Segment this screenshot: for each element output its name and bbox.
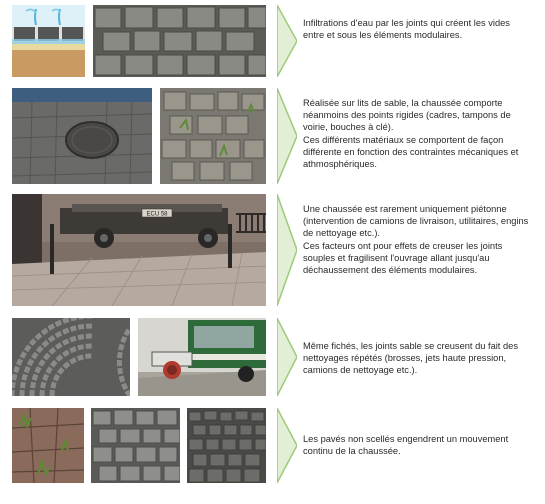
photo-pavers-with-grass [160, 88, 266, 184]
chevron-arrow-icon [277, 318, 297, 396]
row-1-text [303, 17, 533, 41]
paragraph: Infiltrations d'eau par les joints qui créent les vides entre et sous les éléments modulaires. [303, 18, 510, 41]
row-5-text [303, 433, 533, 457]
paragraph: Ces facteurs ont pour effets de creuser les joints souples et fragilisent l'ouvrage allant jusqu'au déchaussement des éléments modulaires. [303, 240, 503, 276]
chevron-arrow-icon [277, 194, 297, 306]
photo-cobblestone-joints [93, 5, 266, 77]
chevron-arrow-icon [277, 88, 297, 184]
paragraph: Les pavés non scellés engendrent un mouvement continu de la chaussée. [303, 434, 509, 457]
chevron-arrow-icon [277, 408, 297, 483]
photo-truck-on-pedestrian-street [12, 194, 266, 306]
truck-plate: ECU 58 [146, 211, 168, 218]
paragraph: Une chaussée est rarement uniquement piétonne (intervention de camions de livraison, utilitaires, engins de nettoyage etc.). [303, 204, 529, 239]
row-2-text [303, 97, 533, 170]
diagram-water-infiltration [12, 5, 85, 77]
row-3-text [303, 203, 533, 276]
row-4-text [303, 340, 533, 377]
photo-manhole-cover [12, 88, 152, 184]
photo-uneven-cobble-surface [187, 408, 266, 483]
paragraph: Réalisée sur lits de sable, la chaussée comporte néanmoins des points rigides (cadres, tampons de voirie, bouches à clé). [303, 98, 511, 133]
paragraph: Même fichés, les joints sable se creusent du fait des nettoyages répétés (brosses, jets haute pression, camions de nettoyage etc.). [303, 341, 518, 376]
photo-grey-cobble-rows [91, 408, 180, 483]
photo-street-sweeper [138, 318, 266, 396]
chevron-arrow-icon [277, 5, 297, 77]
paragraph: Ces différents matériaux se comportent de façon différente en fonction des contraintes mécaniques et athmosphériques. [303, 134, 519, 170]
photo-fan-pattern-pavers [12, 318, 130, 396]
photo-cracked-pavement-with-weeds [12, 408, 84, 483]
